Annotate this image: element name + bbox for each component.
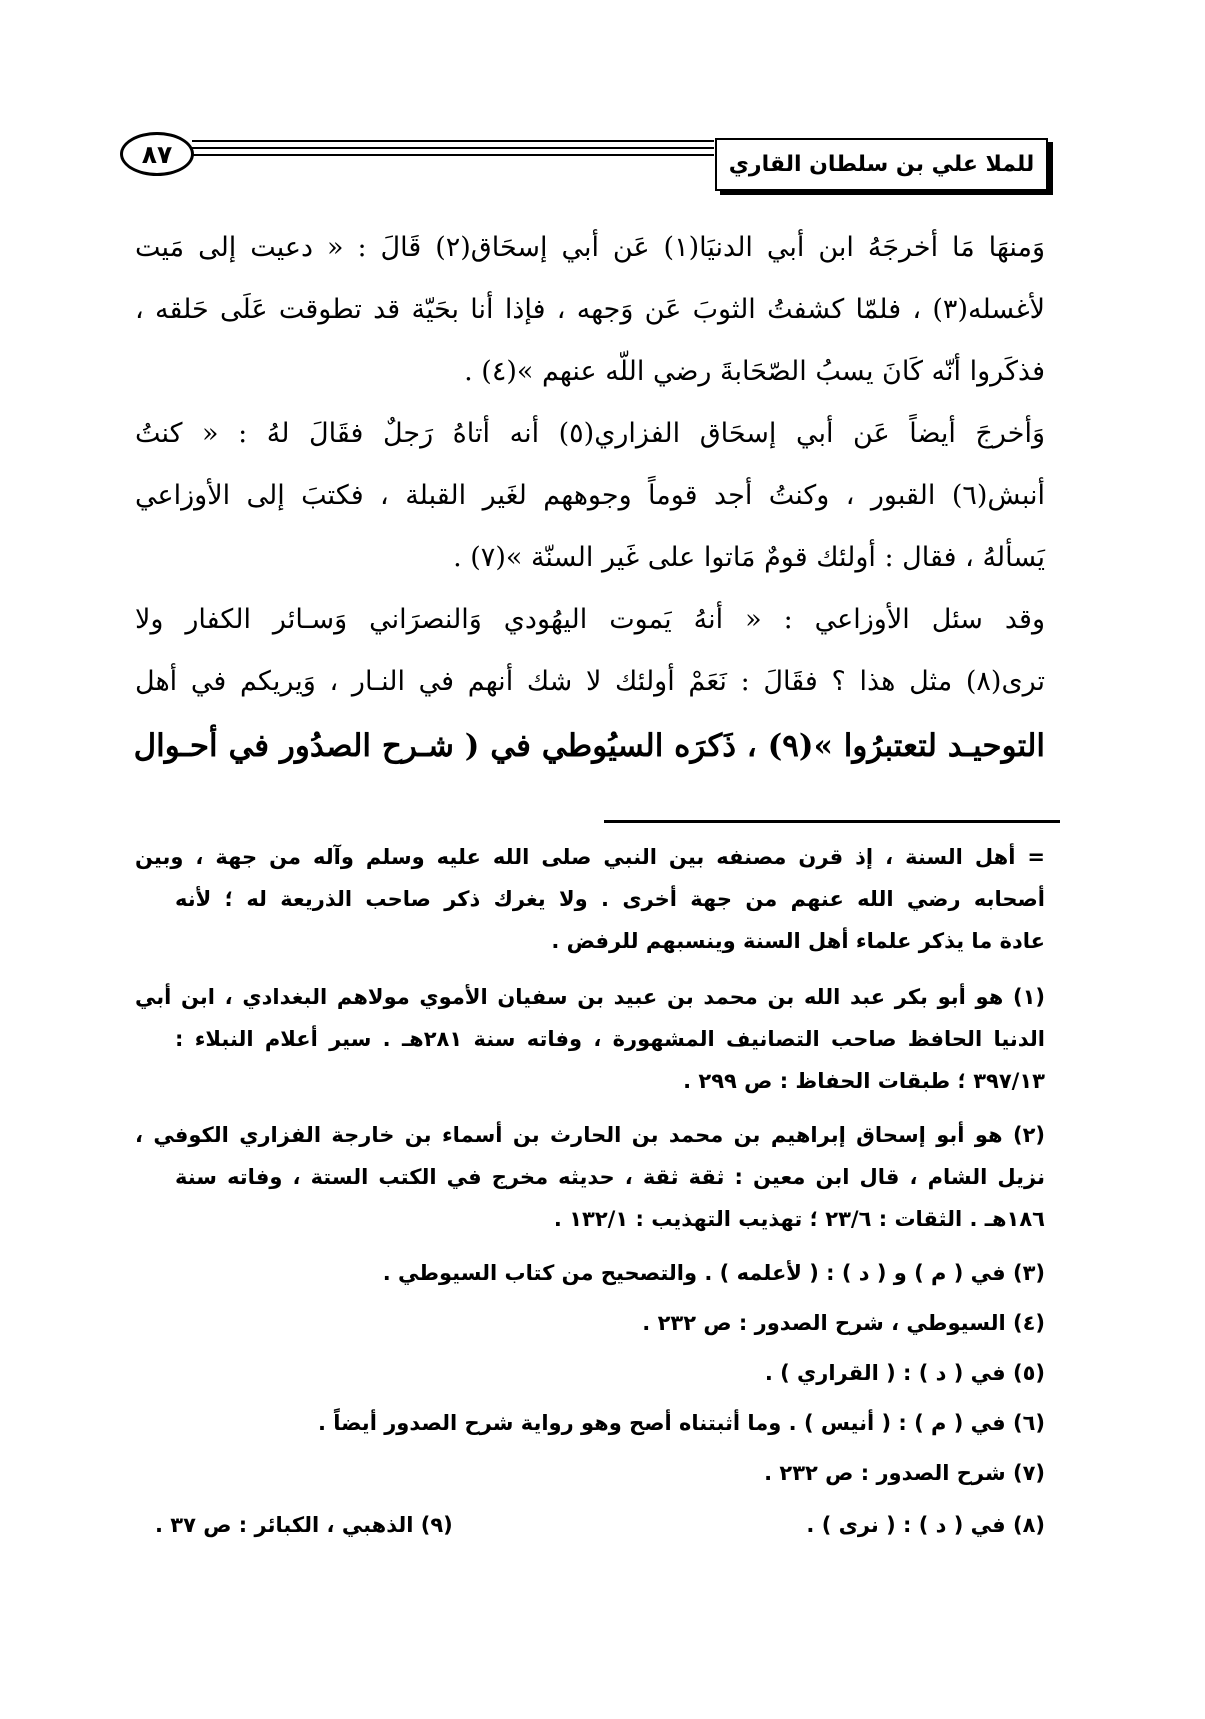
running-header-title: للملا علي بن سلطان القاري	[728, 152, 1035, 177]
footnote-continuation-line: عادة ما يذكر علماء أهل السنة وينسبهم للرفض .	[551, 929, 1045, 953]
header-rule-bottom	[192, 154, 714, 156]
footnote-1: الدنيا الحافظ صاحب التصانيف المشهورة ، وفاته سنة ٢٨١هـ . سير أعلام النبلاء :	[175, 1027, 1046, 1051]
body-line: وَمنهَا مَا أخرجَهُ ابن أبي الدنيَا(١) عَن أبي إسحَاق(٢) قَالَ : « دعيت إلى مَيت	[135, 232, 1046, 263]
header-rule-middle	[192, 147, 714, 149]
footnote-7: (٧) شرح الصدور : ص ٢٣٢ .	[764, 1461, 1045, 1485]
body-line: فذكَروا أنّه كَانَ يسبُ الصّحَابةَ رضي اللّه عنهم »(٤) .	[464, 356, 1045, 387]
footnote-separator	[604, 820, 1060, 823]
footnote-2: نزيل الشام ، قال ابن معين : ثقة ثقة ، حديثه مخرج في الكتب الستة ، وفاته سنة	[175, 1165, 1045, 1189]
footnote-4: (٤) السيوطي ، شرح الصدور : ص ٢٣٢ .	[642, 1311, 1045, 1335]
body-line: أنبش(٦) القبور ، وكنتُ أجد قوماً وجوههم لغَير القبلة ، فكتبَ إلى الأوزاعي	[135, 480, 1045, 511]
footnote-continuation-line: = أهل السنة ، إذ قرن مصنفه بين النبي صلى الله عليه وسلم وآله من جهة ، وبين	[135, 845, 1045, 869]
footnote-2: ١٨٦هـ . الثقات : ٢٣/٦ ؛ تهذيب التهذيب : ١٣٢/١ .	[553, 1207, 1045, 1231]
body-line: وَأخرجَ أيضاً عَن أبي إسحَاق الفزاري(٥) أنه أتاهُ رَجلٌ فقَالَ لهُ : « كنتُ	[135, 418, 1045, 449]
body-line: لأغسله(٣) ، فلمّا كشفتُ الثوبَ عَن وَجهه ، فإذا أنا بحَيّة قد تطوقت عَلَى حَلقه ،	[135, 294, 1045, 325]
body-line: وقد سئل الأوزاعي : « أنهُ يَموت اليهُودي وَالنصرَاني وَسـائر الكفار ولا	[135, 604, 1045, 635]
footnote-1: ٣٩٧/١٣ ؛ طبقات الحفاظ : ص ٢٩٩ .	[683, 1069, 1045, 1093]
page-number-badge	[120, 132, 194, 176]
footnote-continuation-line: أصحابه رضي الله عنهم من جهة أخرى . ولا يغرك ذكر صاحب الذريعة له ؛ لأنه	[175, 887, 1045, 911]
footnote-3: (٣) في ( م ) و ( د ) : ( لأعلمه ) . والتصحيح من كتاب السيوطي .	[382, 1261, 1045, 1285]
body-line: يَسألهُ ، فقال : أولئك قومٌ مَاتوا على غَير السنّة »(٧) .	[453, 542, 1045, 573]
page-number: ٨٧	[141, 139, 173, 169]
footnote-6: (٦) في ( م ) : ( أنيس ) . وما أثبتناه أصح وهو رواية شرح الصدور أيضاً .	[317, 1411, 1045, 1435]
header-rule-top	[192, 140, 714, 142]
footnote-8: (٨) في ( د ) : ( نرى ) .	[806, 1513, 1045, 1537]
body-line: التوحيـد لتعتبرُوا »(٩) ، ذَكرَه السيُوطي في ( شـرح الصدُور في أحـوال	[133, 728, 1045, 764]
footnote-5: (٥) في ( د ) : ( القراري ) .	[764, 1361, 1045, 1385]
footnote-2: (٢) هو أبو إسحاق إبراهيم بن محمد بن الحارث بن أسماء بن خارجة الفزاري الكوفي ،	[135, 1123, 1045, 1147]
running-header	[715, 138, 1048, 191]
body-line: ترى(٨) مثل هذا ؟ فقَالَ : نَعَمْ أولئك لا شك أنهم في النـار ، وَيريكم في أهل	[135, 666, 1045, 697]
footnote-9: (٩) الذهبي ، الكبائر : ص ٣٧ .	[155, 1513, 453, 1537]
footnote-1: (١) هو أبو بكر عبد الله بن محمد بن عبيد بن سفيان الأموي مولاهم البغدادي ، ابن أبي	[135, 985, 1045, 1009]
